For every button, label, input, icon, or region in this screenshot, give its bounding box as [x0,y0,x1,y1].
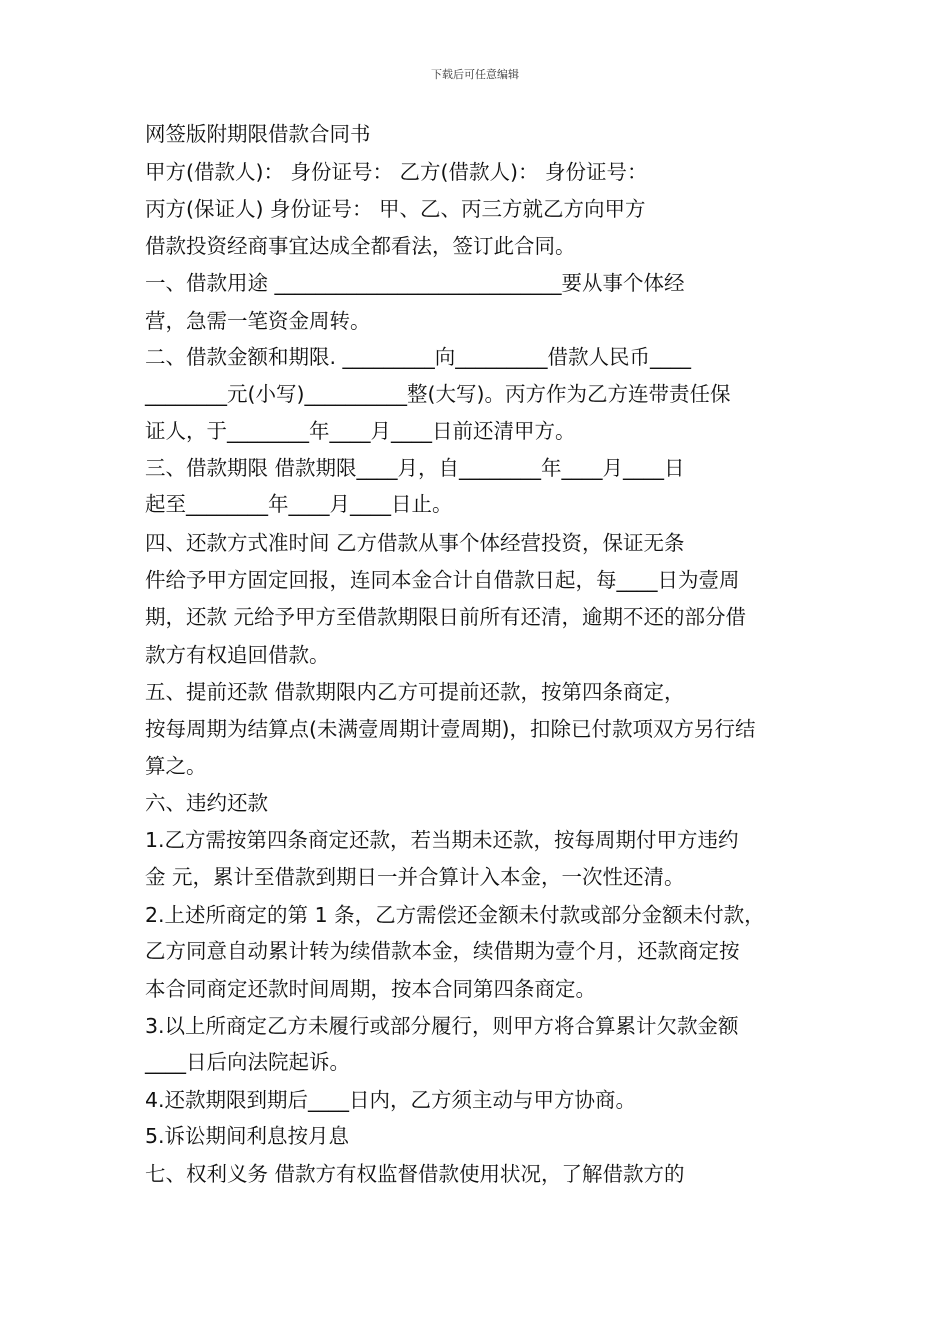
text-line: 本合同商定还款时间周期，按本合同第四条商定。 [145,977,596,1001]
document-title: 网签版附期限借款合同书 [145,122,371,146]
text-line: 按每周期为结算点(未满壹周期计壹周期)，扣除已付款项双方另行结 [145,717,756,741]
party-line: 丙方(保证人) 身份证号： 甲、乙、丙三方就乙方向甲方 [145,197,646,221]
text-line: ____日后向法院起诉。 [145,1050,350,1074]
text-line: 金 元，累计至借款到期日一并合算计入本金，一次性还清。 [145,865,685,889]
subclause-line: 1.乙方需按第四条商定还款，若当期未还款，按每周期付甲方违约 [145,828,739,852]
clause-line: 一、借款用途 ____________________________要从事个体经 [145,271,685,295]
page-header: 下载后可任意编辑 [431,68,519,81]
text-line: ________元(小写)__________整(大写)。丙方作为乙方连带责任保 [145,382,731,406]
text-line: 算之。 [145,754,207,778]
clause-line: 五、提前还款 借款期限内乙方可提前还款，按第四条商定， [145,680,685,704]
party-line: 甲方(借款人)： 身份证号： 乙方(借款人)： 身份证号： [145,160,648,184]
subclause-line: 3.以上所商定乙方未履行或部分履行，则甲方将合算累计欠款金额 [145,1014,739,1038]
clause-line: 二、借款金额和期限. _________向_________借款人民币____ [145,345,692,369]
text-line: 乙方同意自动累计转为续借款本金，续借期为壹个月，还款商定按 [145,939,740,963]
text-line: 件给予甲方固定回报，连同本金合计自借款日起，每____日为壹周 [145,568,740,592]
text-line: 借款投资经商事宜达成全都看法，签订此合同。 [145,234,576,258]
text-line: 起至________年____月____日止。 [145,492,453,516]
text-line: 证人，于________年____月____日前还清甲方。 [145,419,576,443]
text-line: 款方有权追回借款。 [145,643,330,667]
text-line: 营，急需一笔资金周转。 [145,309,371,333]
clause-line: 七、权利义务 借款方有权监督借款使用状况，了解借款方的 [145,1162,685,1186]
subclause-line: 2.上述所商定的第 1 条，乙方需偿还金额未付款或部分金额未付款， [145,903,765,927]
text-line: 期，还款 元给予甲方至借款期限日前所有还清，逾期不还的部分借 [145,605,747,629]
clause-line: 三、借款期限 借款期限____月，自________年____月____日 [145,456,685,480]
subclause-line: 5.诉讼期间利息按月息 [145,1124,350,1148]
subclause-line: 4.还款期限到期后____日内，乙方须主动与甲方协商。 [145,1088,637,1112]
clause-line: 四、还款方式准时间 乙方借款从事个体经营投资，保证无条 [145,531,685,555]
clause-line: 六、违约还款 [145,791,268,815]
